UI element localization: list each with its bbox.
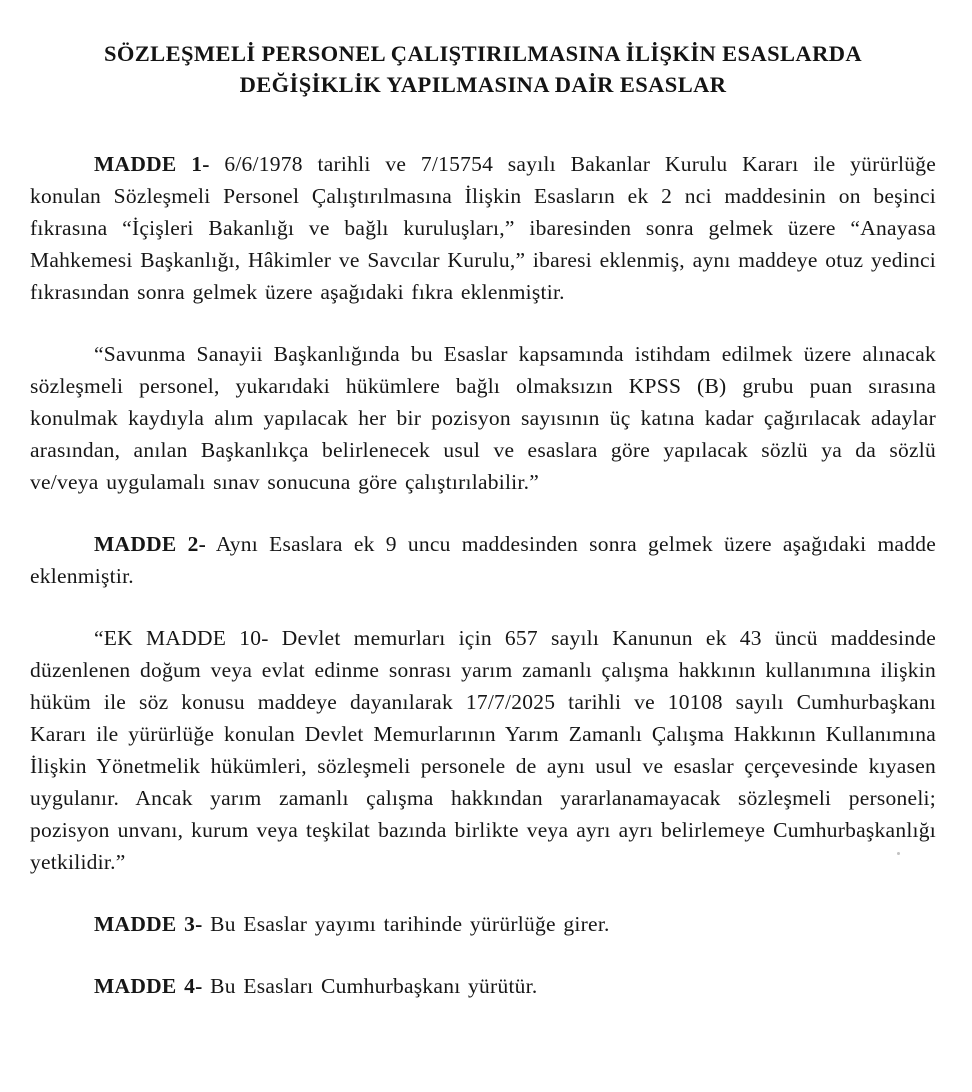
paragraph-madde-1 [30, 148, 936, 308]
madde-3-label: MADDE 3- [94, 912, 203, 936]
document-body [30, 148, 936, 1002]
document-title-line1: SÖZLEŞMELİ PERSONEL ÇALIŞTIRILMASINA İLİŞKİN ESASLARDA [103, 41, 863, 66]
paragraph-savunma-sanayii [30, 338, 936, 498]
madde-3-text: Bu Esaslar yayımı tarihinde yürürlüğe girer. [202, 912, 610, 936]
madde-1-label: MADDE 1- [94, 152, 210, 176]
paragraph-madde-4 [30, 970, 936, 1002]
document-title [30, 38, 936, 100]
ek-madde-10-text: “EK MADDE 10- Devlet memurları için 657 sayılı Kanunun ek 43 üncü maddesinde düzenlenen doğum veya evlat edinme sonrası yarım zamanlı çalışma hakkının kullanımına ilişkin hüküm ile söz konusu maddeye dayanılarak 17/7/2025 tarihli ve 10108 sayılı Cumhurbaşkanı Kararı ile yürürlüğe konulan Devlet Memurlarının Yarım Zamanlı Çalışma Hakkının Kullanımına İlişkin Yönetmelik hükümleri, sözleşmeli personele de aynı usul ve esaslar çerçevesinde kıyasen uygulanır. Ancak yarım zamanlı çalışma hakkından yararlanamayacak sözleşmeli personeli; pozisyon unvanı, kurum veya teşkilat bazında birlikte veya ayrı ayrı belirlemeye Cumhurbaşkanlığı yetkilidir.” [30, 626, 936, 874]
madde-4-label: MADDE 4- [94, 974, 203, 998]
madde-2-label: MADDE 2- [94, 532, 206, 556]
madde-2-text: Aynı Esaslara ek 9 uncu maddesinden sonra gelmek üzere aşağıdaki madde eklenmiştir. [30, 532, 936, 588]
madde-1-text: 6/6/1978 tarihli ve 7/15754 sayılı Bakanlar Kurulu Kararı ile yürürlüğe konulan Sözleşmeli Personel Çalıştırılmasına İlişkin Esasların ek 2 nci maddesinin on beşinci fıkrasına “İçişleri Bakanlığı ve bağlı kuruluşları,” ibaresinden sonra gelmek üzere “Anayasa Mahkemesi Başkanlığı, Hâkimler ve Savcılar Kurulu,” ibaresi eklenmiş, aynı maddeye otuz yedinci fıkrasından sonra gelmek üzere aşağıdaki fıkra eklenmiştir. [30, 152, 936, 304]
paragraph-madde-3 [30, 908, 936, 940]
scan-speck-dot [897, 852, 900, 855]
madde-4-text: Bu Esasları Cumhurbaşkanı yürütür. [202, 974, 538, 998]
document-title-line2: DEĞİŞİKLİK YAPILMASINA DAİR ESASLAR [239, 72, 727, 97]
paragraph-madde-2 [30, 528, 936, 592]
paragraph-ek-madde-10 [30, 622, 936, 878]
paragraph-2-text: “Savunma Sanayii Başkanlığında bu Esaslar kapsamında istihdam edilmek üzere alınacak sözleşmeli personel, yukarıdaki hükümlere bağlı olmaksızın KPSS (B) grubu puan sırasına konulmak kaydıyla alım yapılacak her bir pozisyon sayısının üç katına kadar çağırılacak adaylar arasından, anılan Başkanlıkça belirlenecek usul ve esaslara göre yapılacak sözlü ya da sözlü ve/veya uygulamalı sınav sonucuna göre çalıştırılabilir.” [30, 342, 936, 494]
